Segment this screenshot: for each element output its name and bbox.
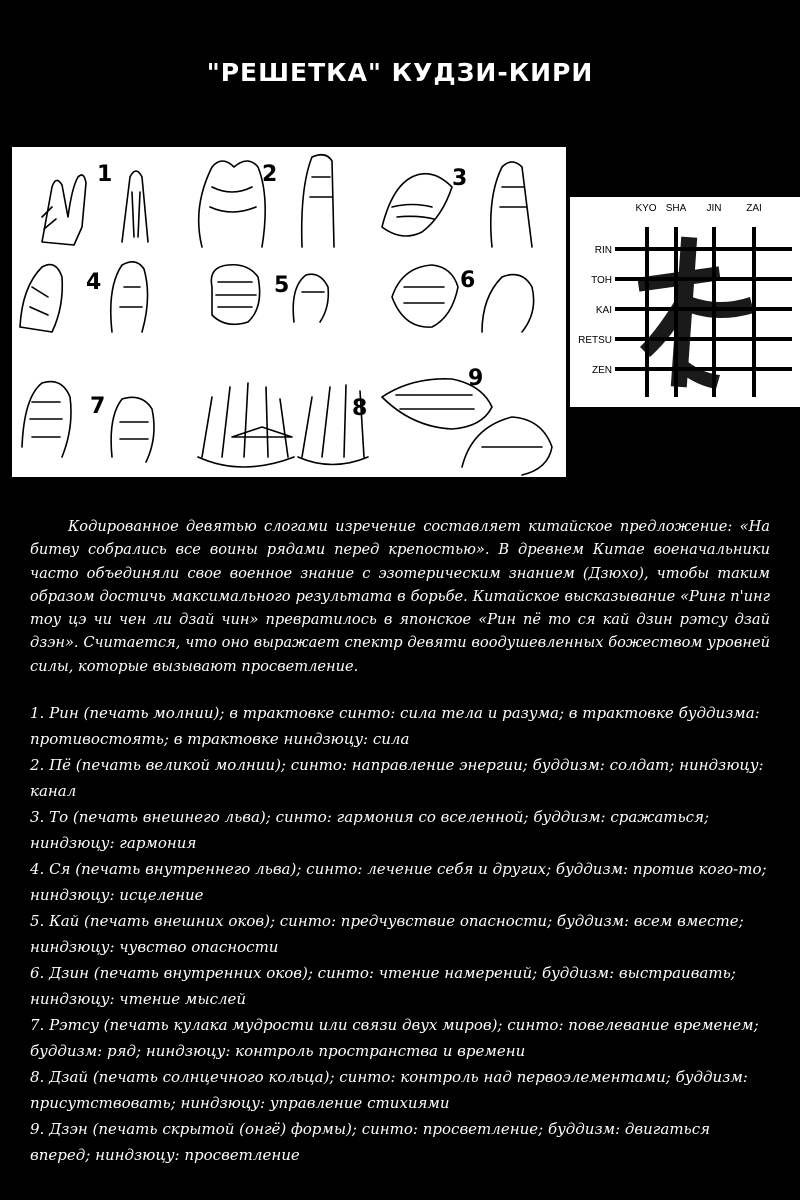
list-item: 5. Кай (печать внешних оков); синто: предчувствие опасности; буддизм: всем вместе; ниндзюцу: чувство опасности [30, 912, 744, 957]
intro-text: Кодированное девятью слогами изречение составляет китайское предложение: «На битву собрались все воины рядами перед крепостью». В древнем Китае военачальники часто объединяли свое военное знание с эзотерическим знанием (Дзюхо), чтобы таким образом достичь максимального результата в борьбе. Китайское высказывание «Ринг п'инг тоу цэ чи чен ли дзай чин» превратилось в японское «Рин пё то ся кай дзин рэтсу дзай дзэн». Считается, что оно выражает спектр девяти воодушевленных божеством уровней силы, которые вызывают просветление. [30, 518, 770, 675]
hand-seal-1-drawing [42, 171, 148, 245]
grid-row-toh: TOH [591, 275, 612, 286]
list-item: 4. Ся (печать внутреннего льва); синто: лечение себя и других; буддизм: против кого-то; ниндзюцу: исцеление [30, 860, 767, 905]
list-item: 9. Дзэн (печать скрытой (онгё) формы); синто: просветление; буддизм: двигаться вперед; ниндзюцу: просветление [30, 1120, 711, 1165]
hand-seal-5-drawing [211, 265, 328, 325]
hand-label-7: 7 [90, 394, 106, 419]
list-item: 7. Рэтсу (печать кулака мудрости или связи двух миров); синто: повелевание временем; буддизм: ряд; ниндзюцу: контроль пространства и времени [30, 1016, 759, 1061]
hand-label-3: 3 [452, 166, 468, 191]
hand-label-6: 6 [460, 268, 476, 293]
hand-seals-illustration [12, 147, 566, 477]
hand-label-5: 5 [274, 273, 290, 298]
hand-seal-8-drawing [198, 383, 368, 467]
hand-label-1: 1 [97, 162, 113, 187]
list-item: 2. Пё (печать великой молнии); синто: направление энергии; буддизм: солдат; ниндзюцу: канал [30, 756, 764, 801]
list-item: 1. Рин (печать молнии); в трактовке синто: сила тела и разума; в трактовке буддизма: противостоять; в трактовке ниндзюцу: сила [30, 704, 760, 749]
grid-row-kai: KAI [595, 305, 612, 316]
article-body [30, 515, 770, 1168]
list-item: 8. Дзай (печать солнцечного кольца); синто: контроль над первоэлементами; буддизм: присутствовать; ниндзюцу: управление стихиями [30, 1068, 748, 1113]
hand-label-2: 2 [262, 162, 278, 187]
grid-column-zai: ZAI [746, 203, 762, 214]
kanji-brush-icon [637, 237, 754, 389]
list-item: 6. Дзин (печать внутренних оков); синто: чтение намерений; буддизм: выстраивать; ниндзюцу: чтение мыслей [30, 964, 736, 1009]
hand-seal-7-drawing [22, 382, 154, 462]
grid-column-sha: SHA [665, 203, 687, 214]
hand-seal-4-drawing [20, 262, 148, 332]
grid-column-jin: JIN [706, 203, 722, 214]
hand-label-4: 4 [86, 270, 102, 295]
grid-column-kyo: KYO [635, 203, 657, 214]
kuji-kiri-grid [570, 197, 800, 407]
grid-row-retsu: RETSU [578, 335, 612, 346]
hand-label-9: 9 [468, 366, 484, 391]
seal-list [30, 700, 770, 1168]
grid-row-rin: RIN [594, 245, 612, 256]
intro-paragraph [30, 515, 770, 678]
hand-seal-9-drawing [382, 379, 552, 475]
hand-label-8: 8 [352, 396, 368, 421]
list-item: 3. То (печать внешнего льва); синто: гармония со вселенной; буддизм: сражаться; ниндзюцу: гармония [30, 808, 710, 853]
grid-row-zen: ZEN [592, 365, 612, 376]
page-title: "РЕШЕТКА" КУДЗИ-КИРИ [206, 58, 594, 87]
